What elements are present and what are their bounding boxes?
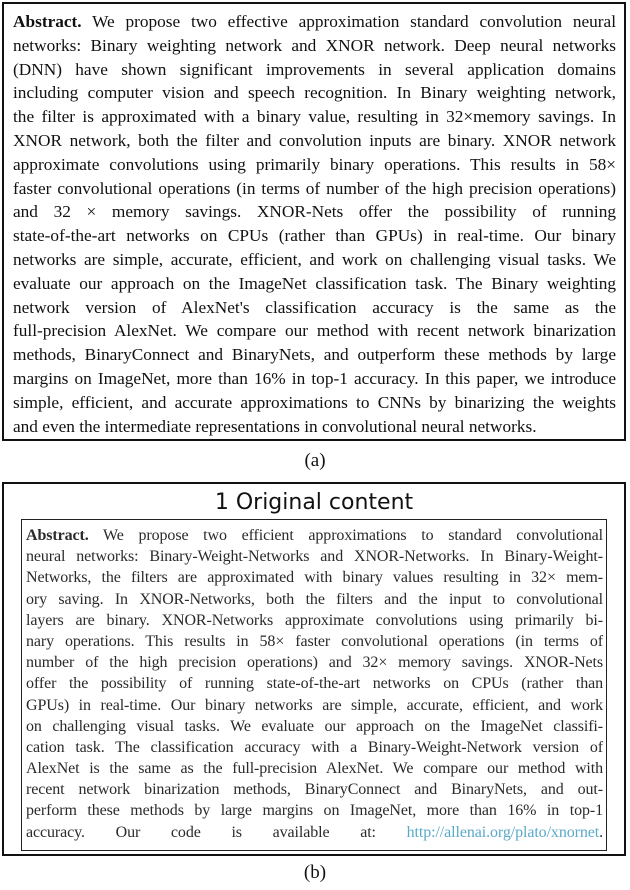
abstract-line-text: networks are simple, accurate, efficient, and work on challenging visual tasks. We [13,249,616,269]
caption-a: (a) [304,450,326,471]
period: . [599,823,603,841]
abstract-line-text: AlexNet is the same as the full-precision AlexNet. We compare our method with [26,760,603,778]
abstract-line [13,105,616,129]
panel-b-abstract-box [21,519,607,851]
abstract-line [13,343,616,367]
abstract-line-text: cation task. The classification accuracy with a Binary-Weight-Network version of [26,738,603,756]
abstract-line [13,367,616,391]
caption-b: (b) [303,862,327,883]
abstract-line-text: We propose two effective approximation standard convolution neural [81,12,616,31]
abstract-line [13,248,616,272]
abstract-line [26,779,603,800]
abstract-lead: Abstract. [26,527,89,544]
abstract-line [26,673,603,694]
abstract-line-text: neural networks: Binary-Weight-Networks and XNOR-Networks. In Binary-Weight- [26,548,603,566]
abstract-line [13,81,616,105]
abstract-line-text: the filter is approximated with a binary value, resulting in 32×memory savings. In [13,107,616,127]
abstract-line-text: on challenging visual tasks. We evaluate our approach on the ImageNet classifi- [26,717,603,735]
abstract-line [26,525,603,546]
abstract-line-text: evaluate our approach on the ImageNet classification task. The Binary weighting [13,273,616,293]
abstract-line [26,695,603,716]
abstract-line [13,272,616,296]
abstract-line [13,415,616,439]
abstract-line-text: ory saving. In XNOR-Networks, both the filters and the input to convolutional [26,590,603,608]
abstract-line-text: perform these methods by large margins on ImageNet, more than 16% in top-1 [26,802,603,820]
abstract-line [13,319,616,343]
code-link[interactable]: http://allenai.org/plato/xnornet [406,823,600,841]
abstract-line [13,296,616,320]
abstract-line-text: accuracy. Our code is available at: [26,823,407,841]
abstract-line-text: approximate convolutions using primarily binary operations. This results in 58× [13,154,616,174]
abstract-line [26,800,603,821]
abstract-line [26,758,603,779]
abstract-line [26,610,603,631]
abstract-line-text: faster convolutional operations (in terms of number of the high precision operations) [13,178,616,198]
abstract-line-text: layers are binary. XNOR-Networks approximate convolutions using primarily bi- [26,611,603,629]
panel-b-box [2,482,626,856]
abstract-line [26,822,603,843]
abstract-line [13,34,616,58]
abstract-lead: Abstract. [13,12,82,31]
abstract-line-text: Networks, the filters are approximated with binary values resulting in 32× mem- [26,569,603,587]
abstract-line [13,224,616,248]
abstract-line-text: margins on ImageNet, more than 16% in top-1 accuracy. In this paper, we introduce [13,368,616,388]
abstract-line-text: nary operations. This results in 58× faster convolutional operations (in terms of [26,632,603,650]
abstract-line [13,129,616,153]
abstract-line-text: GPUs) in real-time. Our binary networks are simple, accurate, efficient, and work [26,696,603,714]
abstract-line-text: full-precision AlexNet. We compare our method with recent network binarization [13,321,616,341]
abstract-line-text: We propose two efficient approximations to standard convolutional [88,527,603,544]
abstract-line-text: including computer vision and speech recognition. In Binary weighting network, [13,83,616,103]
abstract-line-text: offer the possibility of running state-of-the-art networks on CPUs (rather than [26,675,603,693]
abstract-line-text: and even the intermediate representations in convolutional neural networks. [13,416,537,436]
abstract-line [26,652,603,673]
abstract-line-text: state-of-the-art networks on CPUs (rather than GPUs) in real-time. Our binary [13,226,616,246]
abstract-line [26,716,603,737]
abstract-line [26,737,603,758]
abstract-line [13,58,616,82]
abstract-line [26,589,603,610]
abstract-line-text: and 32 × memory savings. XNOR-Nets offer the possibility of running [13,202,616,222]
abstract-line-text: number of the high precision operations) and 32× memory savings. XNOR-Nets [26,654,603,672]
abstract-line-text: simple, efficient, and accurate approximations to CNNs by binarizing the weights [13,392,616,412]
abstract-line [13,10,616,34]
abstract-line [13,153,616,177]
abstract-line-text: methods, BinaryConnect and BinaryNets, and outperform these methods by large [13,345,616,365]
abstract-line [13,391,616,415]
abstract-line [26,631,603,652]
abstract-line-text: recent network binarization methods, BinaryConnect and BinaryNets, and out- [26,781,603,799]
abstract-line-text: networks: Binary weighting network and XNOR network. Deep neural networks [13,35,616,55]
abstract-line-text: XNOR network, both the filter and convolution inputs are binary. XNOR network [13,130,616,150]
section-title: 1 Original content [214,490,414,515]
abstract-line [26,567,603,588]
abstract-line-text: (DNN) have shown significant improvements in several application domains [13,59,616,79]
panel-a-abstract-box [2,2,626,441]
abstract-line [26,546,603,567]
abstract-line [13,177,616,201]
abstract-line-text: network version of AlexNet's classification accuracy is the same as the [13,297,616,317]
abstract-line [13,200,616,224]
